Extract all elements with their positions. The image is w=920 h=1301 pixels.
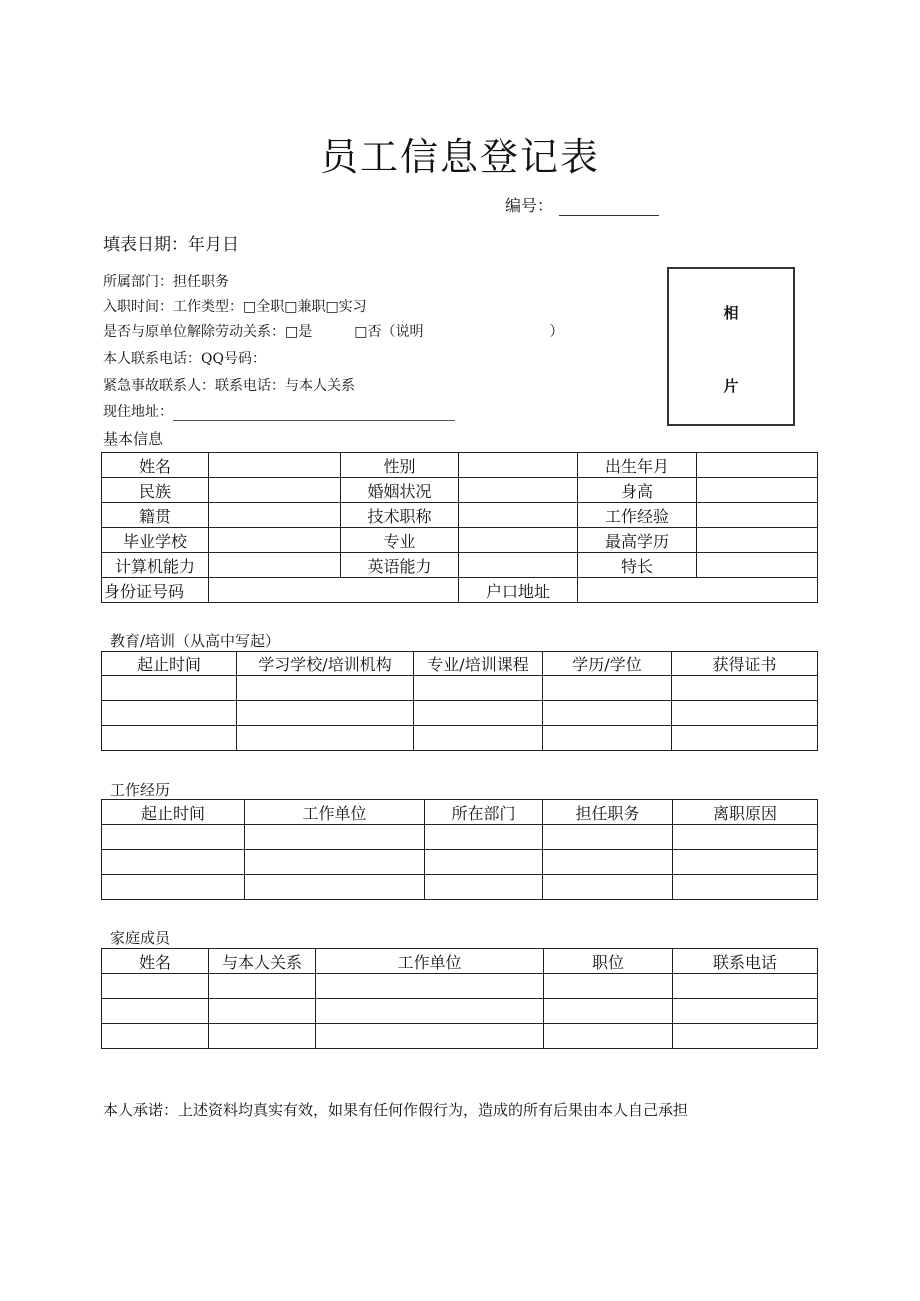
input-cell[interactable] xyxy=(543,875,673,900)
table-row xyxy=(102,999,818,1024)
input-cell[interactable] xyxy=(316,1024,544,1049)
table-row xyxy=(102,875,818,900)
label-specialty: 特长 xyxy=(578,553,697,578)
table-row xyxy=(102,453,818,478)
input-cell[interactable] xyxy=(459,553,578,578)
address-label: 现住地址： xyxy=(103,404,173,420)
input-cell[interactable] xyxy=(459,528,578,553)
info-department: 所属部门：担任职务 xyxy=(103,274,229,290)
input-cell[interactable] xyxy=(673,875,818,900)
input-cell[interactable] xyxy=(102,701,237,726)
input-cell[interactable] xyxy=(544,974,673,999)
label-height: 身高 xyxy=(578,478,697,503)
column-header: 学习学校/培训机构 xyxy=(237,652,414,676)
input-cell[interactable] xyxy=(245,850,425,875)
input-cell[interactable] xyxy=(672,676,818,701)
input-cell[interactable] xyxy=(414,701,543,726)
input-cell[interactable] xyxy=(672,726,818,751)
info-labor-relation: 是否与原单位解除劳动关系：□是 □否（说明 ） xyxy=(103,324,564,340)
input-cell[interactable] xyxy=(673,999,818,1024)
column-header: 联系电话 xyxy=(673,949,818,974)
column-header: 所在部门 xyxy=(425,800,543,825)
column-header: 获得证书 xyxy=(672,652,818,676)
address-input-line[interactable] xyxy=(173,406,455,421)
column-header: 与本人关系 xyxy=(209,949,316,974)
basic-info-heading: 基本信息 xyxy=(103,430,164,448)
input-cell[interactable] xyxy=(209,553,341,578)
serial-input-line[interactable] xyxy=(559,199,659,216)
label-marital: 婚姻状况 xyxy=(341,478,459,503)
column-header: 学历/学位 xyxy=(543,652,672,676)
input-cell[interactable] xyxy=(414,726,543,751)
label-computer: 计算机能力 xyxy=(102,553,209,578)
column-header: 担任职务 xyxy=(543,800,673,825)
label-school: 毕业学校 xyxy=(102,528,209,553)
label-ethnicity: 民族 xyxy=(102,478,209,503)
input-cell[interactable] xyxy=(102,726,237,751)
input-cell[interactable] xyxy=(209,528,341,553)
input-cell[interactable] xyxy=(543,825,673,850)
input-cell[interactable] xyxy=(237,726,414,751)
input-cell[interactable] xyxy=(673,1024,818,1049)
photo-label-bottom: 片 xyxy=(723,377,739,395)
input-cell[interactable] xyxy=(209,974,316,999)
input-cell[interactable] xyxy=(209,1024,316,1049)
input-cell[interactable] xyxy=(425,825,543,850)
input-cell[interactable] xyxy=(697,478,818,503)
column-header: 起止时间 xyxy=(102,800,245,825)
input-cell[interactable] xyxy=(245,875,425,900)
input-cell[interactable] xyxy=(425,875,543,900)
column-header: 工作单位 xyxy=(316,949,544,974)
info-phone: 本人联系电话：QQ号码： xyxy=(103,351,266,367)
table-header-row xyxy=(102,800,818,825)
info-emergency-contact: 紧急事故联系人：联系电话：与本人关系 xyxy=(103,378,355,394)
table-row xyxy=(102,726,818,751)
label-gender: 性别 xyxy=(341,453,459,478)
input-cell[interactable] xyxy=(543,726,672,751)
table-row xyxy=(102,850,818,875)
input-cell[interactable] xyxy=(237,701,414,726)
page-title: 员工信息登记表 xyxy=(319,135,600,179)
input-cell[interactable] xyxy=(543,676,672,701)
table-row xyxy=(102,553,818,578)
table-row xyxy=(102,478,818,503)
input-cell[interactable] xyxy=(102,875,245,900)
serial-number xyxy=(505,193,659,216)
table-row xyxy=(102,676,818,701)
info-entry-time: 入职时间：工作类型：□全职□兼职□实习 xyxy=(103,299,367,315)
input-cell[interactable] xyxy=(414,676,543,701)
label-id-number: 身份证号码 xyxy=(102,578,209,603)
input-cell[interactable] xyxy=(245,825,425,850)
input-cell[interactable] xyxy=(697,503,818,528)
input-cell[interactable] xyxy=(544,999,673,1024)
label-english: 英语能力 xyxy=(341,553,459,578)
input-cell[interactable] xyxy=(673,850,818,875)
input-cell[interactable] xyxy=(459,503,578,528)
input-cell[interactable] xyxy=(102,850,245,875)
input-cell[interactable] xyxy=(673,974,818,999)
input-cell[interactable] xyxy=(102,676,237,701)
label-native-place: 籍贯 xyxy=(102,503,209,528)
input-cell[interactable] xyxy=(209,578,459,603)
input-cell[interactable] xyxy=(102,999,209,1024)
input-cell[interactable] xyxy=(543,701,672,726)
serial-label: 编号： xyxy=(505,196,554,215)
input-cell[interactable] xyxy=(102,1024,209,1049)
column-header: 工作单位 xyxy=(245,800,425,825)
fill-date: 填表日期：年月日 xyxy=(103,235,239,255)
table-row xyxy=(102,503,818,528)
label-experience: 工作经验 xyxy=(578,503,697,528)
input-cell[interactable] xyxy=(237,676,414,701)
photo-box[interactable] xyxy=(667,267,795,426)
input-cell[interactable] xyxy=(543,850,673,875)
input-cell[interactable] xyxy=(578,578,818,603)
label-major: 专业 xyxy=(341,528,459,553)
input-cell[interactable] xyxy=(316,999,544,1024)
promise-statement: 本人承诺：上述资料均真实有效，如果有任何作假行为，造成的所有后果由本人自己承担 xyxy=(103,1101,689,1119)
work-heading: 工作经历 xyxy=(110,781,171,799)
column-header: 职位 xyxy=(544,949,673,974)
input-cell[interactable] xyxy=(102,825,245,850)
family-table xyxy=(101,948,818,1049)
info-address xyxy=(103,401,455,421)
column-header: 专业/培训课程 xyxy=(414,652,543,676)
column-header: 起止时间 xyxy=(102,652,237,676)
table-row xyxy=(102,528,818,553)
input-cell[interactable] xyxy=(697,453,818,478)
table-row xyxy=(102,578,818,603)
label-hukou: 户口地址 xyxy=(459,578,578,603)
education-heading: 教育/培训（从高中写起） xyxy=(110,632,281,650)
education-table xyxy=(101,651,818,751)
input-cell[interactable] xyxy=(209,478,341,503)
table-row xyxy=(102,825,818,850)
input-cell[interactable] xyxy=(209,999,316,1024)
input-cell[interactable] xyxy=(672,701,818,726)
table-row xyxy=(102,701,818,726)
label-degree: 最高学历 xyxy=(578,528,697,553)
family-heading: 家庭成员 xyxy=(110,929,171,947)
table-header-row xyxy=(102,949,818,974)
work-table xyxy=(101,799,818,900)
basic-info-table xyxy=(101,452,818,603)
input-cell[interactable] xyxy=(316,974,544,999)
input-cell[interactable] xyxy=(673,825,818,850)
table-row xyxy=(102,974,818,999)
input-cell[interactable] xyxy=(544,1024,673,1049)
label-title: 技术职称 xyxy=(341,503,459,528)
label-birth: 出生年月 xyxy=(578,453,697,478)
input-cell[interactable] xyxy=(425,850,543,875)
label-name: 姓名 xyxy=(102,453,209,478)
input-cell[interactable] xyxy=(209,503,341,528)
photo-label-top: 相 xyxy=(723,304,739,322)
column-header: 姓名 xyxy=(102,949,209,974)
input-cell[interactable] xyxy=(459,453,578,478)
table-header-row xyxy=(102,652,818,676)
input-cell[interactable] xyxy=(697,528,818,553)
column-header: 离职原因 xyxy=(673,800,818,825)
input-cell[interactable] xyxy=(459,478,578,503)
table-row xyxy=(102,1024,818,1049)
input-cell[interactable] xyxy=(209,453,341,478)
input-cell[interactable] xyxy=(102,974,209,999)
input-cell[interactable] xyxy=(697,553,818,578)
